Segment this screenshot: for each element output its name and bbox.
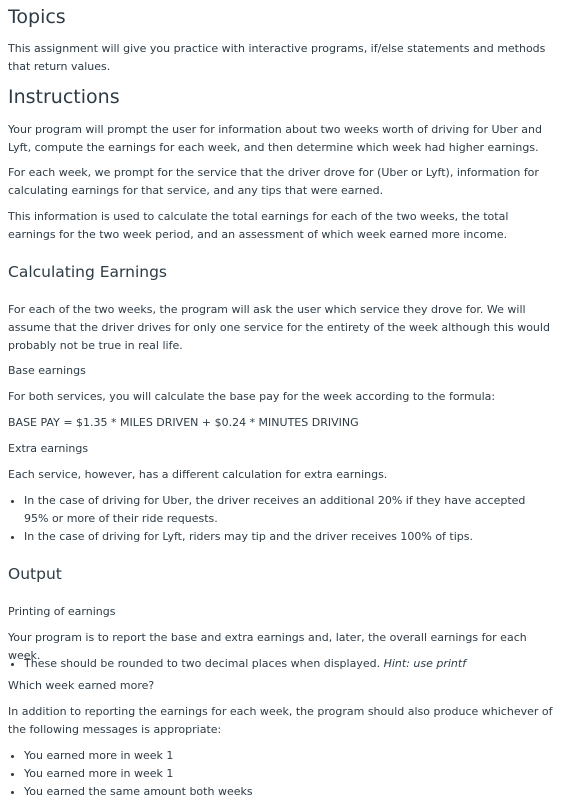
extra-earnings-label: Extra earnings (8, 442, 89, 455)
which-week-label: Which week earned more? (8, 679, 155, 692)
printing-earnings-text: Your program is to report the base and extra earnings and, later, the overall earnings for each week. (8, 631, 527, 662)
instructions-paragraph-3: This information is used to calculate the total earnings for each of the two weeks, the total earnings for the two week period, and an assessment of which week earned more income. (8, 210, 509, 241)
extra-earnings-list (8, 492, 544, 546)
base-earnings-text: For both services, you will calculate the base pay for the week according to the formula: (8, 390, 496, 403)
printf-hint: Hint: use printf (383, 657, 467, 670)
instructions-paragraph-2: For each week, we prompt for the service that the driver drove for (Uber or Lyft), information for calculating earnings for that service, and any tips that were earned. (8, 166, 539, 197)
base-earnings-label: Base earnings (8, 364, 86, 377)
extra-earnings-text: Each service, however, has a different calculation for extra earnings. (8, 468, 388, 481)
list-item (24, 655, 544, 673)
topics-text: This assignment will give you practice with interactive programs, if/else statements and methods that return values. (8, 42, 546, 73)
topics-heading: Topics (8, 6, 66, 28)
calculating-earnings-heading: Calculating Earnings (8, 263, 168, 281)
list-item: • You earned more in week 1 (24, 765, 544, 783)
instructions-paragraph-1: Your program will prompt the user for information about two weeks worth of driving for Uber and Lyft, compute the earnings for each week, and then determine which week had higher earnings. (8, 123, 542, 154)
rounding-list (8, 655, 544, 673)
calculating-paragraph: For each of the two weeks, the program will ask the user which service they drove for. We will assume that the driver drives for only one service for the entirety of the week although this would probably not be true in real life. (8, 303, 550, 352)
list-item: • In the case of driving for Lyft, riders may tip and the driver receives 100% of tips. (24, 528, 544, 546)
which-week-text: In addition to reporting the earnings for each week, the program should also produce whichever of the following messages is appropriate: (8, 705, 553, 736)
list-item: • In the case of driving for Uber, the driver receives an additional 20% if they have accepted 95% or more of their ride requests. (24, 492, 544, 528)
output-heading: Output (8, 565, 62, 583)
list-item: • You earned the same amount both weeks (24, 783, 544, 801)
instructions-heading: Instructions (8, 86, 120, 108)
list-item: • You earned more in week 1 (24, 747, 544, 765)
messages-list (8, 747, 544, 801)
base-pay-formula: BASE PAY = $1.35 * MILES DRIVEN + $0.24 * MINUTES DRIVING (8, 416, 359, 429)
rounding-text: These should be rounded to two decimal places when displayed. (24, 657, 384, 670)
printing-earnings-label: Printing of earnings (8, 605, 116, 618)
